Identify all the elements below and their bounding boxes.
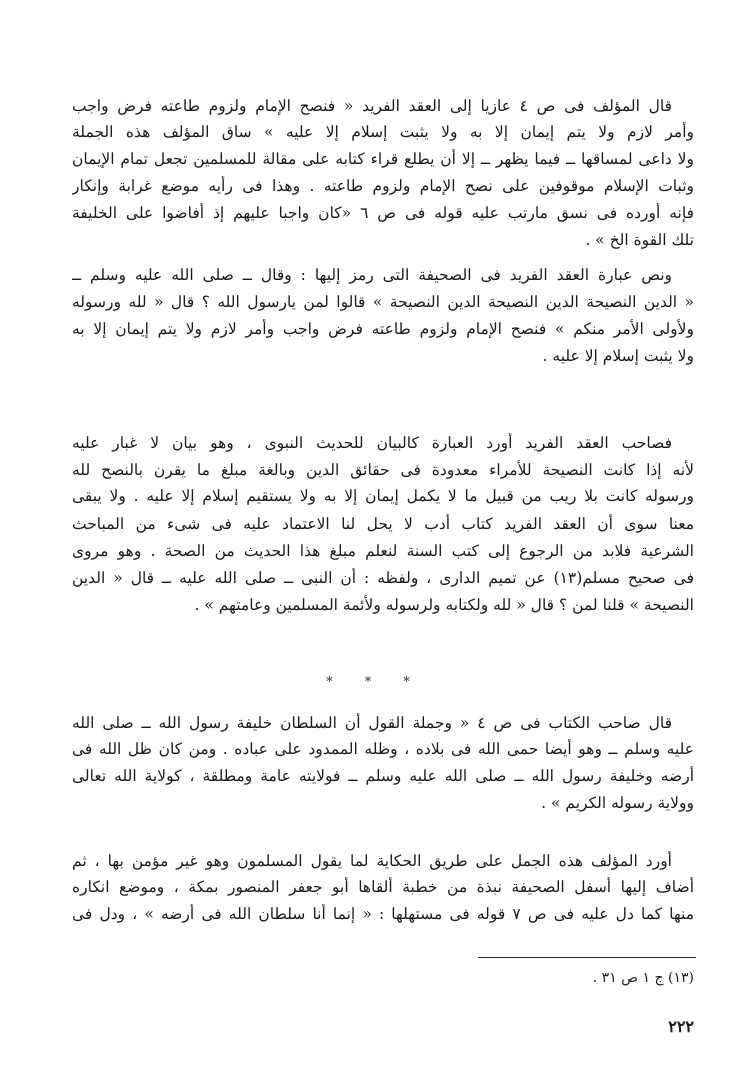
text-line: تلك القوة الخ » . bbox=[585, 231, 694, 249]
text-line: قال المؤلف فى ص ٤ عازيا إلى العقد الفريد « فنصح الإمام ولزوم طاعته فرض واجب bbox=[72, 97, 672, 115]
page-number: ٢٢٢ bbox=[668, 1017, 694, 1036]
text-line: ورسوله كانت بلا ريب من قبيل ما لا يكمل إيمان إلا به ولا يستقيم إسلام إلا عليه . ولا يبقى bbox=[72, 487, 694, 505]
footnote-divider bbox=[478, 957, 696, 958]
text-line: أورد المؤلف هذه الجمل على طريق الحكاية لما يقول المسلمون وهو غير مؤمن بها ، ثم bbox=[72, 852, 672, 870]
text-line: وولاية رسوله الكريم » . bbox=[541, 794, 694, 812]
text-line: أرضه وخليفة رسول الله ــ صلى الله عليه وسلم ــ فولايته عامة ومطلقة ، كولاية الله تعالى bbox=[72, 767, 694, 785]
text-line: فإنه أورده فى نسق مارتب عليه قوله فى ص ٦ «كان واجبا عليهم إذ أفاضوا على الخليفة bbox=[72, 204, 694, 222]
text-line: معنا سوى أن العقد الفريد كتاب أدب لا يحل لنا الاعتماد عليه فى شىء من المباحث bbox=[72, 515, 694, 533]
text-line: « الدين النصيحة الدين النصيحة الدين النصيحة » قالوا لمن يارسول الله ؟ قال « لله ورسوله bbox=[72, 293, 694, 311]
text-line: ولا يثبت إسلام إلا عليه . bbox=[542, 347, 694, 365]
text-line: ونص عبارة العقد الفريد فى الصحيفة التى رمز إليها : وقال ــ صلى الله عليه وسلم ــ bbox=[72, 266, 672, 284]
text-line: لأنه إذا كانت النصيحة للأمراء معدودة فى حقائق الدين وبالغة مبلغ ما يقرن بالنصح لله bbox=[72, 461, 694, 479]
text-line: وثبات الإسلام موقوفين على نصح الإمام ولزوم طاعته . وهذا فى رأيه موضع غرابة وإنكار bbox=[72, 177, 694, 195]
text-line: وأمر لازم ولا يتم إيمان إلا به ولا يثبت إسلام إلا عليه » ساق المؤلف هذه الجملة bbox=[72, 123, 694, 141]
text-line: الشرعية فلابد من الرجوع إلى كتب السنة لنعلم مبلغ هذا الحديث من الصحة . وهو مروى bbox=[72, 542, 694, 560]
text-line: فى صحيح مسلم(١٣) عن تميم الدارى ، ولفظه : أن النبى ــ صلى الله عليه ــ قال « الدين bbox=[72, 569, 694, 587]
text-line: فصاحب العقد الفريد أورد العبارة كالبيان للحديث النبوى ، وهو بيان لا غبار عليه bbox=[72, 434, 672, 452]
text-line: ولا داعى لمساقها ــ فيما يظهر ــ إلا أن يطلع قراء كتابه على مقالة للمسلمين تجعل تمام الإيمان bbox=[72, 150, 694, 168]
text-line: قال صاحب الكتاب فى ص ٤ « وجملة القول أن السلطان خليفة رسول الله ــ صلى الله bbox=[72, 714, 672, 732]
footnote: (١٣) ج ١ ص ٣١ . bbox=[592, 970, 694, 986]
text-line: منها كما دل عليه فى ص ٧ قوله فى مستهلها : « إنما أنا سلطان الله فى أرضه » ، ودل فى bbox=[72, 905, 694, 923]
text-line: أضاف إليها أسفل الصحيفة نبذة من خطبة ألقاها أبو جعفر المنصور بمكة ، وموضع انكاره bbox=[72, 878, 694, 896]
text-line: ولأولى الأمر منكم » فنصح الإمام ولزوم طاعته فرض واجب وأمر لازم ولا يتم إيمان إلا به bbox=[72, 320, 694, 338]
text-line: النصيحة » قلنا لمن ؟ قال « لله ولكتابه ولرسوله ولأئمة المسلمين وعامتهم » . bbox=[194, 596, 694, 614]
section-separator: * * * bbox=[326, 675, 424, 690]
text-line: عليه وسلم ــ وهو أيضا حمى الله فى بلاده ، وظله الممدود على عباده . ومن كان ظل الله فى bbox=[72, 740, 694, 758]
